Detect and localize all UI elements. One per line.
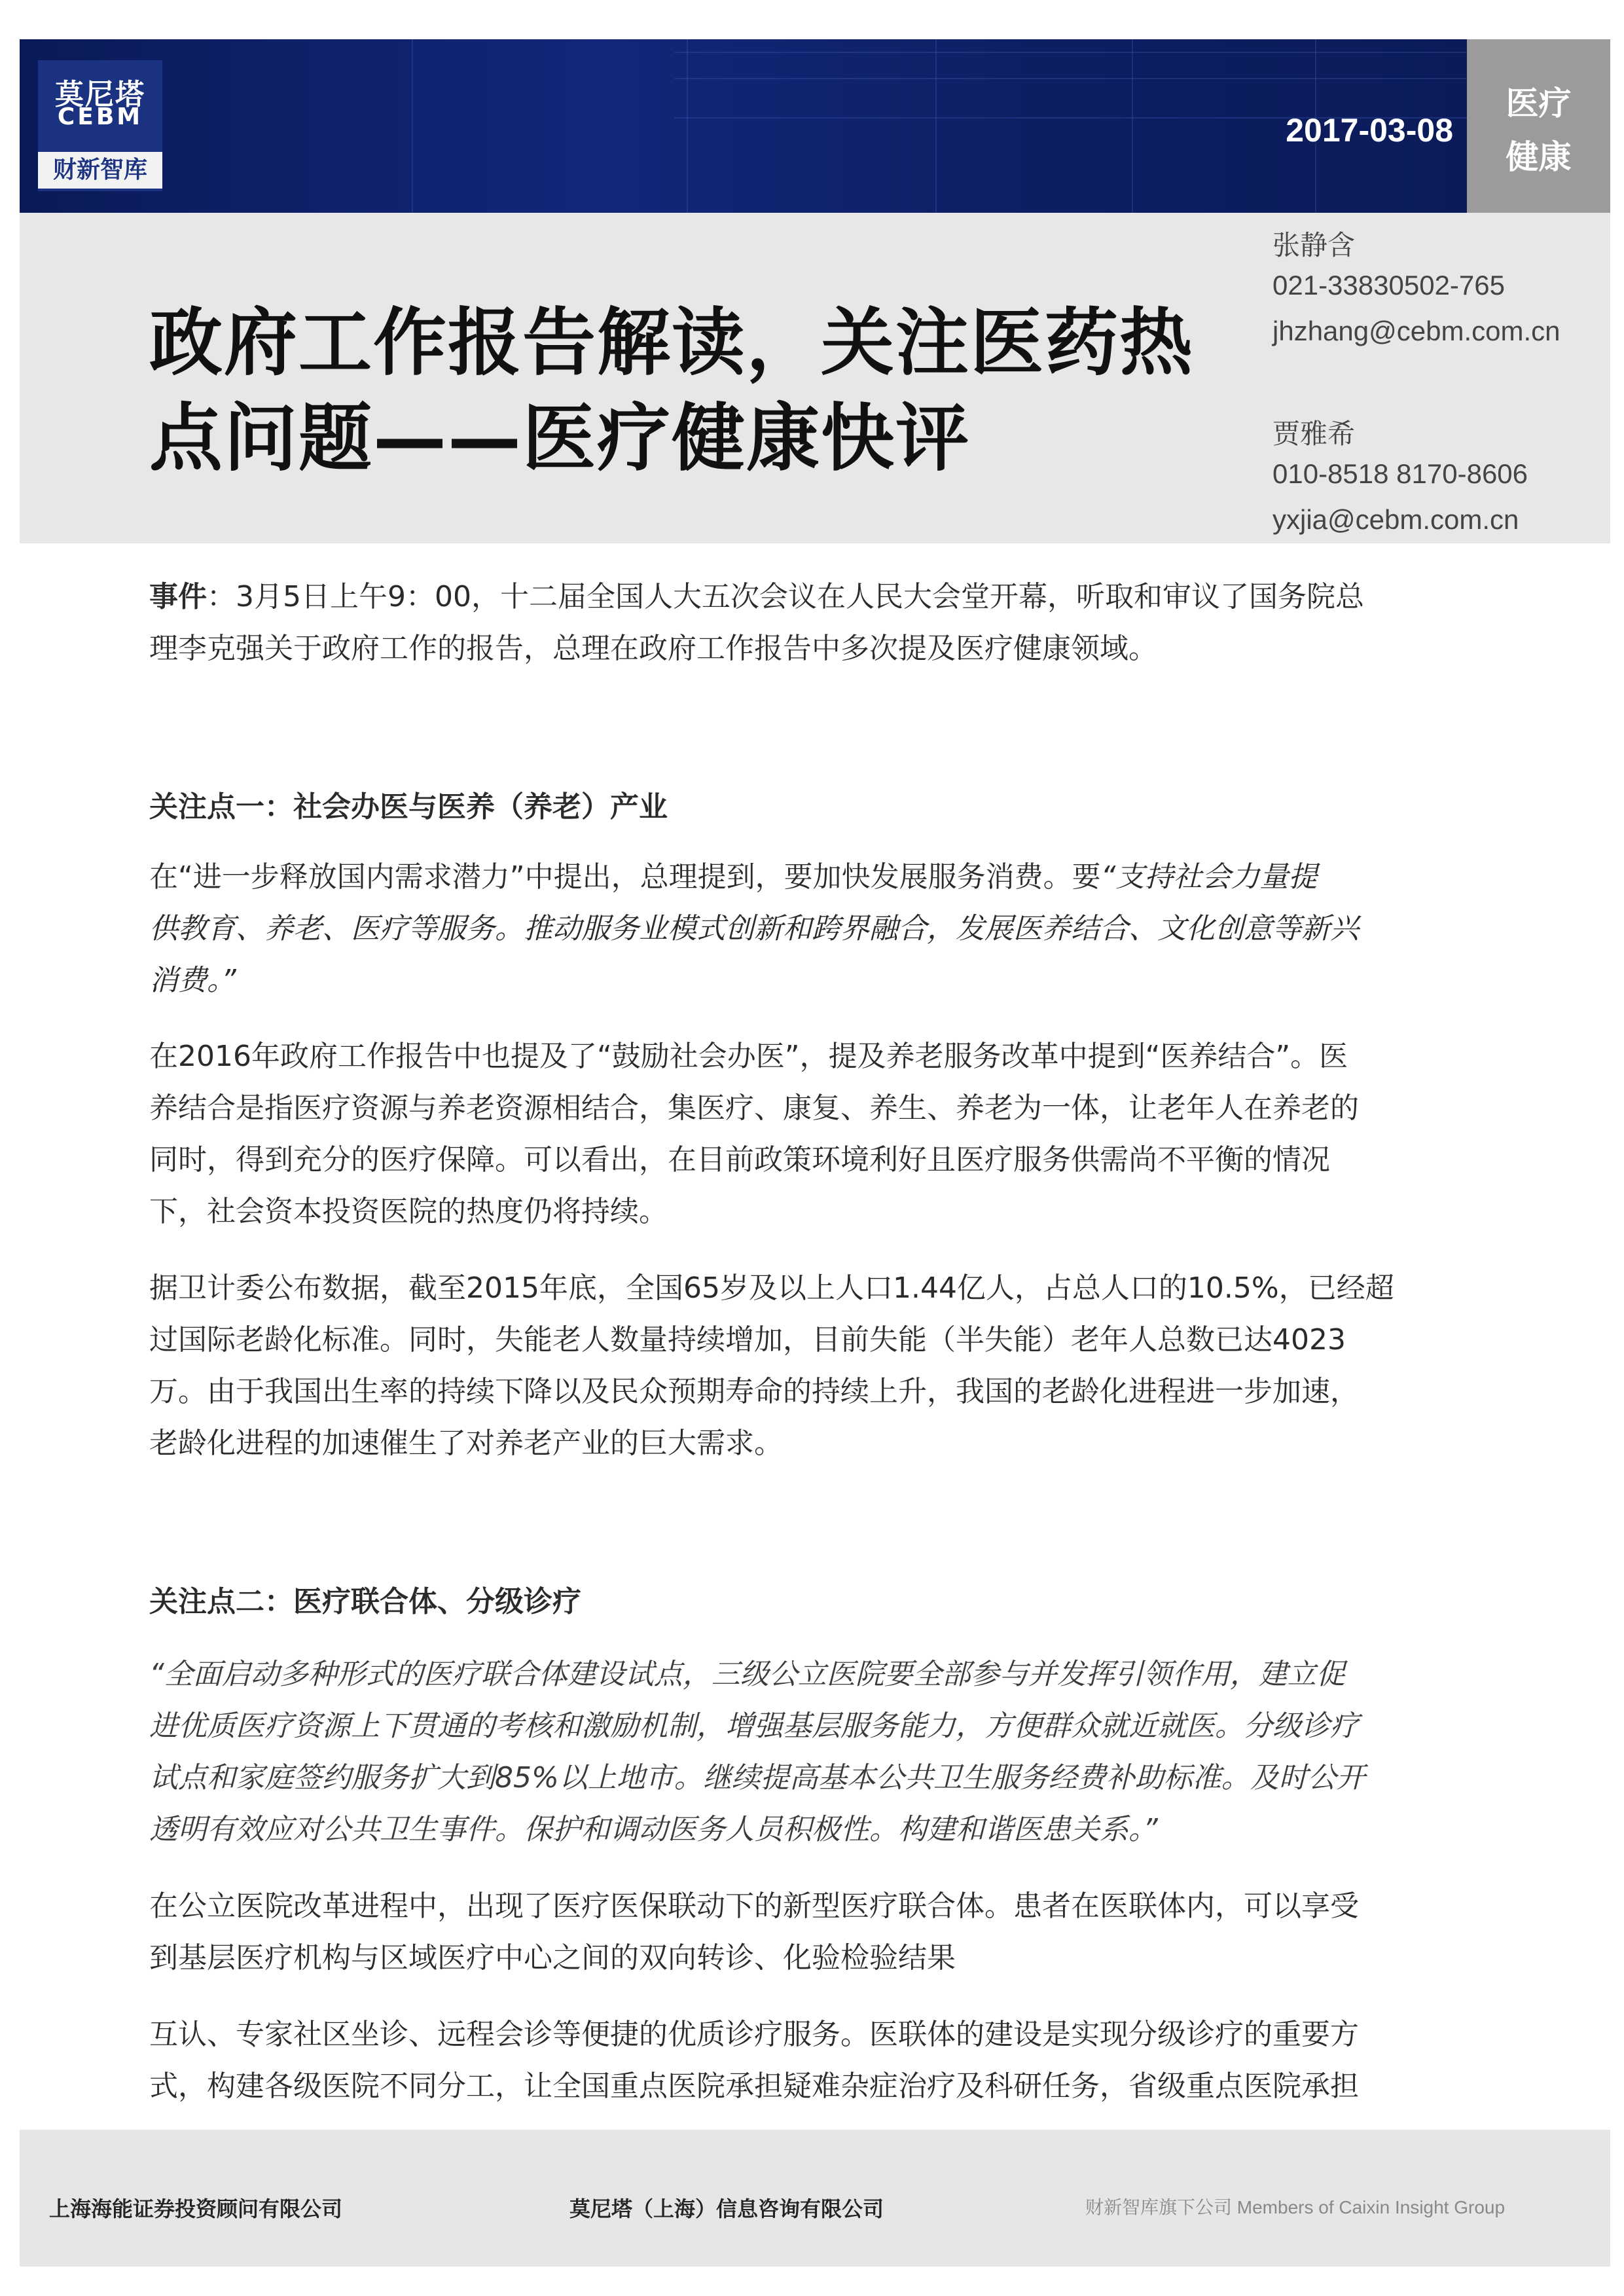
- author-email[interactable]: jhzhang@cebm.com.cn: [1272, 316, 1561, 346]
- report-date: 2017-03-08: [1286, 112, 1453, 149]
- section2-heading: 关注点二：医疗联合体、分级诊疗: [149, 1585, 581, 1618]
- quote-text: “支持社会力量提: [1100, 860, 1318, 894]
- section1-heading: 关注点一：社会办医与医养（养老）产业: [149, 790, 668, 824]
- quote-text: “全面启动多种形式的医疗联合体建设试点，三级公立医院要全部参与并发挥引领作用，建立促: [149, 1658, 1345, 1691]
- para-line: 在“进一步释放国内需求潜力”中提出，总理提到，要加快发展服务消费。要: [149, 860, 1101, 894]
- para-line: 养结合是指医疗资源与养老资源相结合，集医疗、康复、养生、养老为一体，让老年人在养老的: [149, 1091, 1359, 1125]
- sector-label-line1: 医疗: [1506, 84, 1572, 122]
- logo-cn-text: 莫尼塔: [55, 78, 145, 111]
- para-line: 互认、专家社区坐诊、远程会诊等便捷的优质诊疗服务。医联体的建设是实现分级诊疗的重要方: [149, 2018, 1359, 2051]
- logo-sub-text: 财新智库: [38, 152, 162, 189]
- section2-paragraph1: [149, 1880, 1458, 1984]
- para-line: 在2016年政府工作报告中也提及了“鼓励社会办医”，提及养老服务改革中提到“医养结合”。医: [149, 1040, 1348, 1073]
- author-phone: 021-33830502-765: [1272, 270, 1505, 301]
- quote-text: 试点和家庭签约服务扩大到85%以上地市。继续提高基本公共卫生服务经费补助标准。及时公开: [149, 1761, 1365, 1795]
- author-name: 张静含: [1272, 230, 1356, 261]
- section2-quote: [149, 1649, 1458, 1855]
- quote-text: 供教育、养老、医疗等服务。推动服务业模式创新和跨界融合，发展医养结合、文化创意等新兴: [149, 912, 1359, 945]
- section1-paragraph3: [149, 1262, 1458, 1469]
- quote-text: 透明有效应对公共卫生事件。保护和调动医务人员积极性。构建和谐医患关系。”: [149, 1813, 1158, 1846]
- para-line: 万。由于我国出生率的持续下降以及民众预期寿命的持续上升，我国的老龄化进程进一步加速，: [149, 1375, 1359, 1408]
- quote-text: 消费。”: [149, 964, 236, 997]
- para-line: 式，构建各级医院不同分工，让全国重点医院承担疑难杂症治疗及科研任务，省级重点医院承担: [149, 2069, 1359, 2103]
- section1-paragraph2: [149, 1030, 1458, 1237]
- logo-en-text: CEBM: [57, 103, 143, 130]
- report-title-line1: 政府工作报告解读，关注医药热: [149, 301, 1194, 386]
- para-line: 同时，得到充分的医疗保障。可以看出，在目前政策环境利好且医疗服务供需尚不平衡的情况: [149, 1143, 1330, 1176]
- para-line: 到基层医疗机构与区域医疗中心之间的双向转诊、化验检验结果: [149, 1941, 956, 1975]
- event-text-line1: ：3月5日上午9：00，十二届全国人大五次会议在人民大会堂开幕，听取和审议了国务院总: [207, 580, 1364, 613]
- para-line: 老龄化进程的加速催生了对养老产业的巨大需求。: [149, 1427, 783, 1460]
- para-line: 下，社会资本投资医院的热度仍将持续。: [149, 1195, 668, 1228]
- para-line: 据卫计委公布数据，截至2015年底，全国65岁及以上人口1.44亿人，占总人口的10.5%，已经超: [149, 1271, 1394, 1305]
- author-name: 贾雅希: [1272, 418, 1356, 449]
- sector-badge: [1467, 39, 1610, 213]
- author-phone: 010-8518 8170-8606: [1272, 458, 1528, 489]
- footer-company-center: 莫尼塔（上海）信息咨询有限公司: [569, 2196, 884, 2221]
- section2-paragraph2: [149, 2009, 1458, 2112]
- quote-text: 进优质医疗资源上下贯通的考核和激励机制，增强基层服务能力，方便群众就近就医。分级诊疗: [149, 1709, 1359, 1743]
- event-label: 事件: [149, 580, 207, 613]
- para-line: 过国际老龄化标准。同时，失能老人数量持续增加，目前失能（半失能）老年人总数已达4023: [149, 1323, 1346, 1357]
- event-text-line2: 理李克强关于政府工作的报告，总理在政府工作报告中多次提及医疗健康领域。: [149, 632, 1157, 665]
- section1-paragraph1: [149, 851, 1458, 1006]
- report-title-line2: 点问题——医疗健康快评: [149, 396, 970, 481]
- footer-company-left: 上海海能证券投资顾问有限公司: [49, 2196, 343, 2221]
- author-email[interactable]: yxjia@cebm.com.cn: [1272, 504, 1519, 535]
- para-line: 在公立医院改革进程中，出现了医疗医保联动下的新型医疗联合体。患者在医联体内，可以享受: [149, 1889, 1359, 1923]
- footer-group-note: 财新智库旗下公司 Members of Caixin Insight Group: [1085, 2197, 1506, 2217]
- event-paragraph: [149, 571, 1458, 674]
- sector-label-line2: 健康: [1506, 138, 1572, 176]
